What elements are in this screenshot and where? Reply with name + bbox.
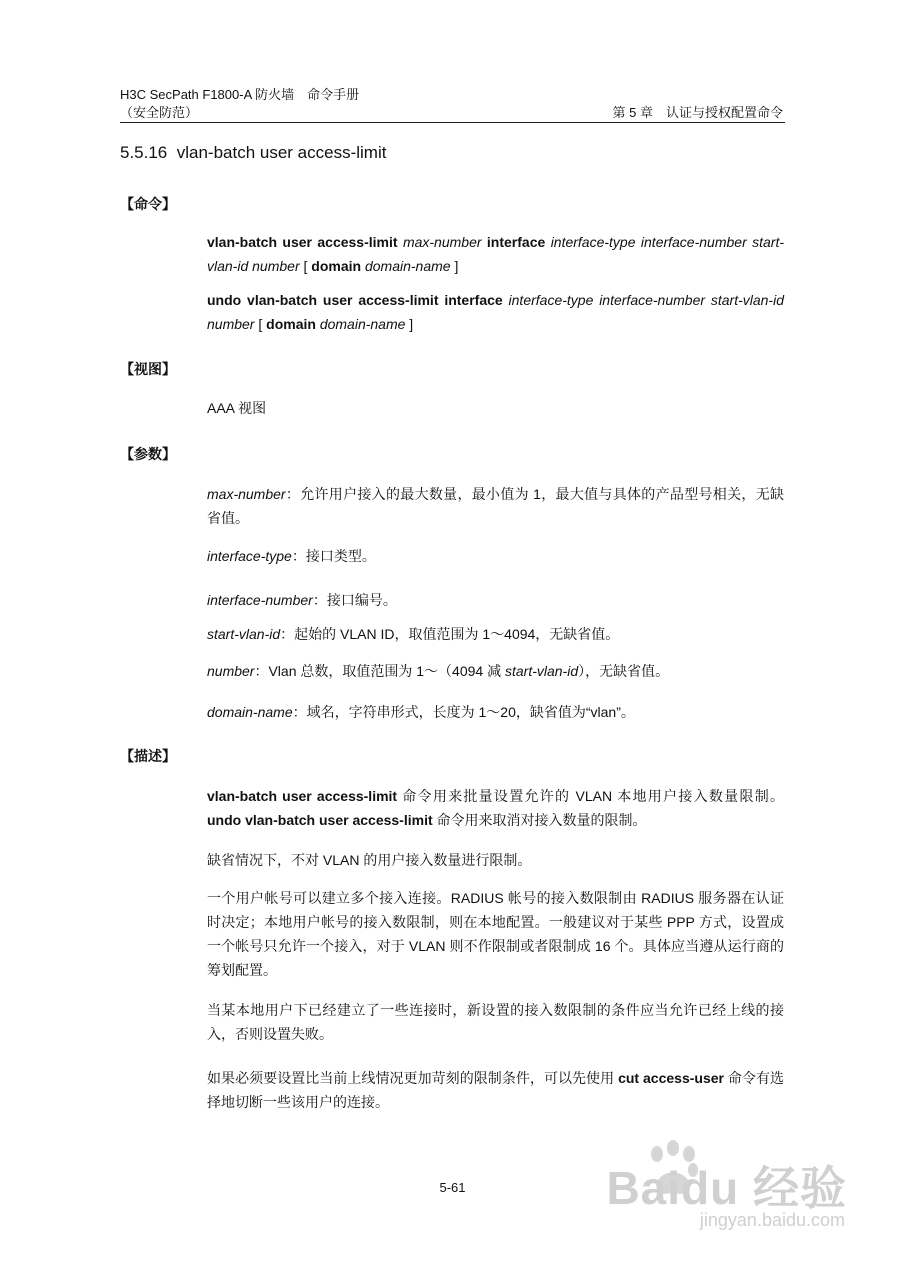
- command-block: [207, 230, 784, 336]
- desc-paragraph-4: [207, 998, 784, 1046]
- watermark-url: jingyan.baidu.com: [699, 1210, 845, 1230]
- param-interface-type: [207, 544, 784, 568]
- keyword-text: interface: [486, 234, 551, 250]
- argument-text: max-number: [207, 486, 286, 502]
- plain-text: ：域名，字符串形式，长度为 1～20，缺省值为“vlan”。: [292, 704, 635, 720]
- param-start-vlan-id: [207, 622, 784, 646]
- param-max-number: [207, 482, 784, 530]
- param-interface-number: [207, 588, 784, 612]
- plain-text: ：起始的 VLAN ID，取值范围为 1～4094，无缺省值。: [280, 626, 620, 642]
- plain-text: [: [254, 316, 267, 332]
- section-title: [120, 142, 386, 164]
- params-block: [207, 482, 784, 720]
- plain-text: 如果必须要设置比当前上线情况更加苛刻的限制条件，可以先使用: [207, 1070, 619, 1086]
- page-number: 5-61: [439, 1180, 466, 1195]
- argument-text: domain-name: [207, 704, 293, 720]
- desc-paragraph-2: [207, 848, 784, 872]
- header-product-title: H3C SecPath F1800-A 防火墙 命令手册: [120, 87, 360, 102]
- plain-text: ]: [450, 258, 459, 274]
- argument-text: domain-name: [364, 258, 451, 274]
- plain-text: ：Vlan 总数，取值范围为 1～（4094 减: [254, 663, 505, 679]
- plain-text: 一个用户帐号可以建立多个接入连接。RADIUS 帐号的接入数限制由 RADIUS 服务器在认证时决定；本地用户帐号的接入数限制，则在本地配置。一般建议对于某些 PPP 方式，设置成一个帐号只允许一个接入，对于 VLAN 则不作限制或者限制成 16 个。具体应当遵从运行商的筹划配置。: [207, 890, 784, 978]
- plain-text: ：允许用户接入的最大数量，最小值为 1，最大值与具体的产品型号相关，无缺省值。: [207, 486, 784, 526]
- plain-text: ]: [405, 316, 414, 332]
- plain-text: [: [299, 258, 312, 274]
- header-rule: [120, 122, 785, 123]
- undo-command-syntax: [207, 288, 784, 336]
- section-number: 5.5.16: [120, 143, 168, 162]
- argument-text: domain-name: [319, 316, 406, 332]
- plain-text: 命令有选择地切断一些该用户的连接。: [207, 1070, 785, 1110]
- argument-text: number: [207, 663, 255, 679]
- plain-text: 命令用来批量设置允许的 VLAN 本地用户接入数量限制。: [397, 788, 784, 804]
- header-subtitle: （安全防范）: [120, 105, 199, 120]
- plain-text: ），无缺省值。: [578, 663, 670, 679]
- keyword-text: vlan-batch user access-limit: [207, 234, 403, 250]
- label-description: 【描述】: [120, 748, 176, 764]
- keyword-text: undo vlan-batch user access-limit interface: [207, 292, 509, 308]
- argument-text: start-vlan-id: [504, 663, 579, 679]
- plain-text: 当某本地用户下已经建立了一些连接时，新设置的接入数限制的条件应当允许已经上线的接入，否则设置失败。: [207, 1002, 784, 1042]
- description-block: [207, 784, 785, 1110]
- label-params: 【参数】: [120, 446, 176, 462]
- argument-text: interface-number: [207, 592, 313, 608]
- view-text: AAA 视图: [207, 400, 267, 416]
- param-domain-name: [207, 700, 784, 724]
- label-command: 【命令】: [120, 196, 176, 212]
- plain-text: ：接口编号。: [312, 592, 397, 608]
- section-name: vlan-batch user access-limit: [176, 143, 387, 162]
- argument-text: max-number: [402, 234, 487, 250]
- keyword-text: domain: [311, 258, 365, 274]
- argument-text: start-vlan-id: [207, 626, 281, 642]
- keyword-text: domain: [266, 316, 320, 332]
- header-chapter: 第 5 章 认证与授权配置命令: [612, 105, 783, 120]
- plain-text: ：接口类型。: [291, 548, 376, 564]
- keyword-text: vlan-batch user access-limit: [207, 788, 398, 804]
- param-number: [207, 659, 784, 683]
- plain-text: 缺省情况下，不对 VLAN 的用户接入数量进行限制。: [207, 852, 532, 868]
- desc-paragraph-1: [207, 784, 784, 832]
- command-syntax: [207, 230, 784, 278]
- baidu-watermark: [607, 1132, 847, 1242]
- keyword-text: cut access-user: [618, 1070, 724, 1086]
- argument-text: interface-type: [207, 548, 292, 564]
- label-view: 【视图】: [120, 361, 176, 377]
- watermark-logo: Baidu 经验: [606, 1162, 847, 1214]
- view-block: [207, 396, 784, 420]
- desc-paragraph-3: [207, 886, 784, 982]
- plain-text: 命令用来取消对接入数量的限制。: [432, 812, 647, 828]
- desc-paragraph-5: [207, 1066, 784, 1114]
- argument-text: interface-type interface-number start-vlan-id number: [207, 292, 784, 332]
- keyword-text: undo vlan-batch user access-limit: [207, 812, 433, 828]
- argument-text: interface-type interface-number start-vlan-id number: [207, 234, 785, 274]
- page-header-left: [120, 86, 359, 122]
